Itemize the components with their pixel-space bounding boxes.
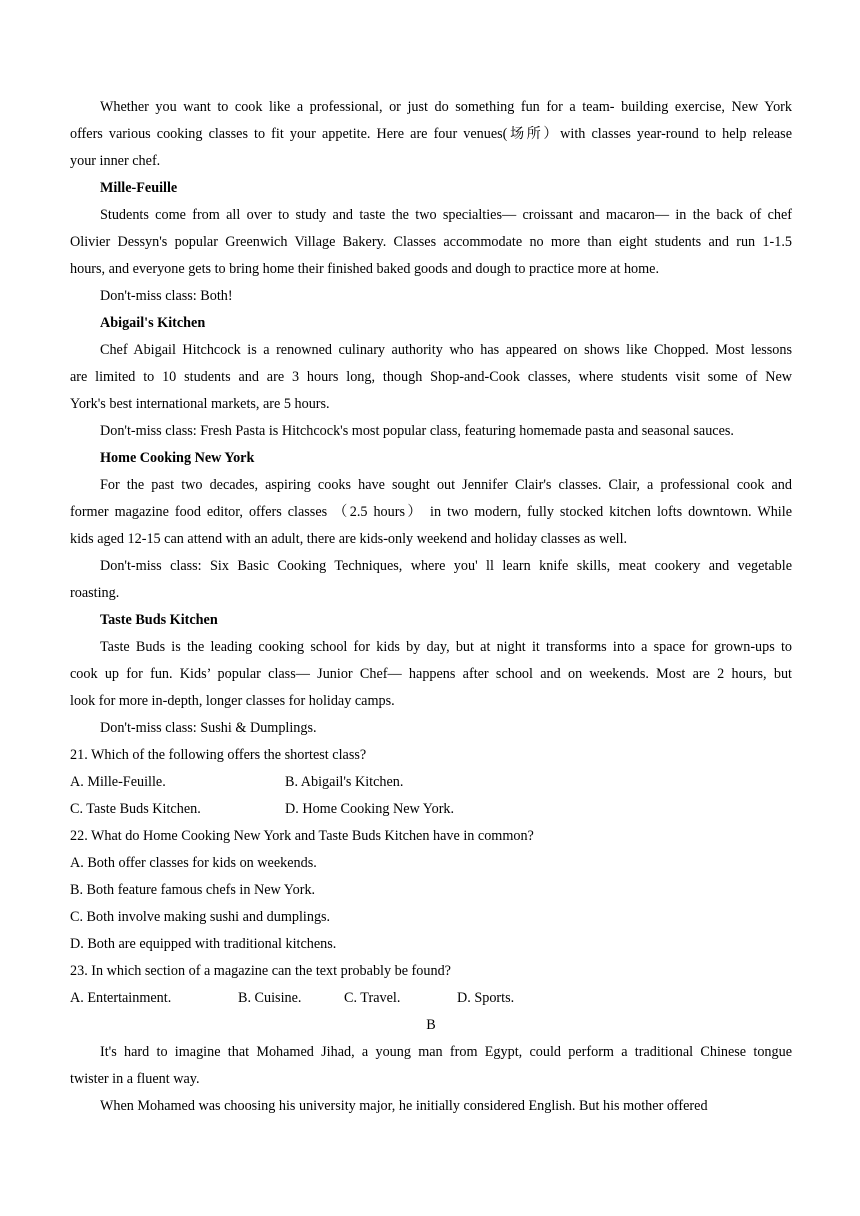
passage-b bbox=[70, 1012, 792, 1120]
exam-page bbox=[70, 94, 792, 1120]
option-c: C. Both involve making sushi and dumplings. bbox=[70, 909, 331, 925]
option-c: C. Travel. bbox=[344, 990, 401, 1006]
dont-miss-class: Don't-miss class: Both! bbox=[100, 288, 233, 304]
venue-desc-line: cook up for fun. Kids’ popular class— Junior Chef— happens after school and on weekends. Most are 2 hours, but bbox=[70, 666, 792, 682]
option-d: D. Sports. bbox=[457, 990, 515, 1006]
venue-desc-line: look for more in-depth, longer classes for holiday camps. bbox=[70, 693, 395, 709]
venue-abigails-kitchen bbox=[70, 310, 792, 445]
venue-desc-line: Taste Buds is the leading cooking school for kids by day, but at night it transforms into a space for grown-ups to bbox=[100, 639, 792, 655]
options-row bbox=[70, 769, 792, 796]
options-row bbox=[70, 796, 792, 823]
option-a: A. Both offer classes for kids on weekends. bbox=[70, 855, 317, 871]
question-22 bbox=[70, 823, 792, 958]
venue-home-cooking-new-york bbox=[70, 445, 792, 607]
option-a: A. Mille-Feuille. bbox=[70, 774, 166, 790]
venue-desc-line: Olivier Dessyn's popular Greenwich Village Bakery. Classes accommodate no more than eight students and run 1-1.5 bbox=[70, 234, 792, 250]
intro-line: Whether you want to cook like a professional, or just do something fun for a team- building exercise, New York bbox=[100, 99, 792, 115]
option-d: D. Both are equipped with traditional kitchens. bbox=[70, 936, 337, 952]
venue-desc-line: are limited to 10 students and are 3 hours long, though Shop-and-Cook classes, where students visit some of New bbox=[70, 369, 792, 385]
option-b: B. Cuisine. bbox=[238, 990, 302, 1006]
dont-miss-class: Don't-miss class: Sushi & Dumplings. bbox=[100, 720, 317, 736]
intro-line: offers various cooking classes to fit your appetite. Here are four venues(场所）with classes year-round to help release bbox=[70, 126, 792, 142]
passage-label: B bbox=[426, 1017, 436, 1033]
question-stem: 21. Which of the following offers the shortest class? bbox=[70, 747, 367, 763]
venue-desc-line: hours, and everyone gets to bring home their finished baked goods and dough to practice more at home. bbox=[70, 261, 660, 277]
question-stem: 22. What do Home Cooking New York and Taste Buds Kitchen have in common? bbox=[70, 828, 534, 844]
venue-heading: Abigail's Kitchen bbox=[100, 315, 206, 331]
venue-desc-line: former magazine food editor, offers classes （2.5 hours） in two modern, fully stocked kitchen lofts downtown. While bbox=[70, 504, 792, 520]
venue-taste-buds-kitchen bbox=[70, 607, 792, 742]
venue-desc-line: kids aged 12-15 can attend with an adult, there are kids-only weekend and holiday classes as well. bbox=[70, 531, 628, 547]
option-d: D. Home Cooking New York. bbox=[285, 801, 455, 817]
venue-desc-line: For the past two decades, aspiring cooks have sought out Jennifer Clair's classes. Clair, a professional cook and bbox=[100, 477, 792, 493]
paragraph-line: twister in a fluent way. bbox=[70, 1071, 200, 1087]
option-a: A. Entertainment. bbox=[70, 990, 172, 1006]
venue-desc-line: Chef Abigail Hitchcock is a renowned culinary authority who has appeared on shows like Chopped. Most lessons bbox=[100, 342, 792, 358]
venue-desc-line: Students come from all over to study and taste the two specialties— croissant and macaron— in the back of chef bbox=[100, 207, 792, 223]
option-c: C. Taste Buds Kitchen. bbox=[70, 801, 201, 817]
paragraph-line: When Mohamed was choosing his university major, he initially considered English. But his mother offered bbox=[100, 1098, 708, 1114]
intro-line: your inner chef. bbox=[70, 153, 161, 169]
venue-heading: Mille-Feuille bbox=[100, 180, 178, 196]
option-b: B. Abigail's Kitchen. bbox=[285, 774, 404, 790]
options-row bbox=[70, 985, 792, 1012]
passage-a-intro bbox=[70, 94, 792, 175]
question-23 bbox=[70, 958, 792, 1012]
venue-desc-line: York's best international markets, are 5 hours. bbox=[70, 396, 330, 412]
venue-mille-feuille bbox=[70, 175, 792, 310]
question-stem: 23. In which section of a magazine can the text probably be found? bbox=[70, 963, 451, 979]
dont-miss-class: Don't-miss class: Six Basic Cooking Techniques, where you' ll learn knife skills, meat cookery and vegetable bbox=[100, 558, 792, 574]
question-21 bbox=[70, 742, 792, 823]
dont-miss-class: roasting. bbox=[70, 585, 120, 601]
dont-miss-class: Don't-miss class: Fresh Pasta is Hitchcock's most popular class, featuring homemade pasta and seasonal sauces. bbox=[100, 423, 734, 439]
venue-heading: Taste Buds Kitchen bbox=[100, 612, 218, 628]
venue-heading: Home Cooking New York bbox=[100, 450, 255, 466]
option-b: B. Both feature famous chefs in New York. bbox=[70, 882, 316, 898]
paragraph-line: It's hard to imagine that Mohamed Jihad, a young man from Egypt, could perform a traditional Chinese tongue bbox=[100, 1044, 792, 1060]
